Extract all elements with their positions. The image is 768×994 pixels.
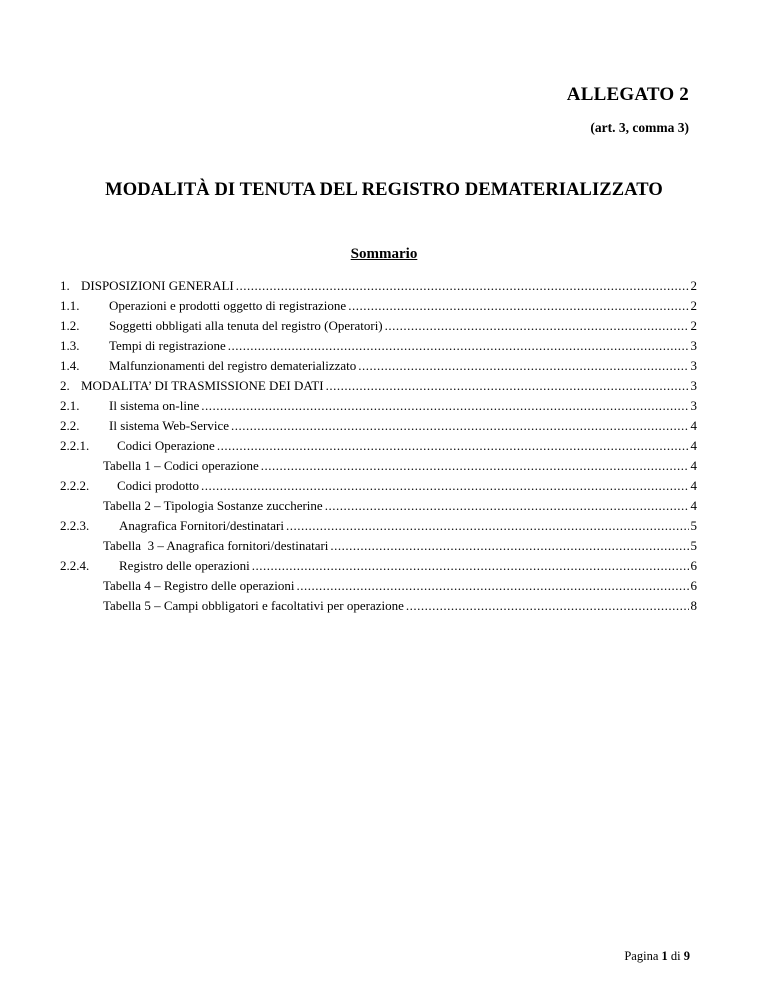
toc-entry-title: Codici prodotto — [117, 478, 199, 493]
annex-reference: (art. 3, comma 3) — [590, 120, 689, 135]
toc-leader-dots — [406, 598, 689, 614]
toc-leader-dots — [228, 338, 689, 354]
toc-entry-number: 2.2.1. — [60, 438, 90, 453]
toc-entry-title: Il sistema Web-Service — [109, 418, 230, 433]
toc-entry-title: Il sistema on-line — [109, 398, 200, 413]
toc-entry-page: 2 — [690, 298, 697, 313]
toc-entry-page: 4 — [690, 438, 697, 453]
toc-entry-page: 5 — [690, 518, 697, 533]
toc-entry-title: Malfunzionamenti del registro dematerializzato — [109, 358, 357, 373]
toc-entry-number: 2.2. — [60, 418, 80, 433]
toc-entry-title: DISPOSIZIONI GENERALI — [81, 278, 234, 293]
toc-leader-dots — [385, 318, 689, 334]
toc-leader-dots — [348, 298, 688, 314]
page-footer — [624, 949, 690, 964]
toc-entry-1-2[interactable] — [60, 318, 697, 336]
toc-leader-dots — [358, 358, 688, 374]
toc-entry-number: 2. — [60, 378, 70, 393]
toc-entry-page: 6 — [690, 578, 697, 593]
toc-entry-1-4[interactable] — [60, 358, 697, 376]
toc-entry-number: 2.2.3. — [60, 518, 90, 533]
toc-entry-title: Tempi di registrazione — [109, 338, 226, 353]
toc-entry-2-2[interactable] — [60, 418, 697, 436]
toc-entry-page: 6 — [690, 558, 697, 573]
toc-entry-2-2-1[interactable] — [60, 438, 697, 456]
page-separator: di — [670, 949, 681, 963]
toc-leader-dots — [261, 458, 689, 474]
toc-entry-2-2-4[interactable] — [60, 558, 697, 576]
toc-entry-1-3[interactable] — [60, 338, 697, 356]
toc-leader-dots — [325, 498, 689, 514]
toc-leader-dots — [236, 278, 689, 294]
toc-entry-number: 1.3. — [60, 338, 80, 353]
toc-entry-page: 3 — [690, 398, 697, 413]
current-page-number: 1 — [661, 949, 668, 963]
total-page-number: 9 — [683, 949, 690, 963]
toc-entry-table-5[interactable] — [60, 598, 697, 616]
toc-entry-number: 1. — [60, 278, 70, 293]
toc-entry-number: 2.2.4. — [60, 558, 90, 573]
toc-leader-dots — [330, 538, 688, 554]
toc-leader-dots — [326, 378, 689, 394]
toc-entry-title: MODALITA’ DI TRASMISSIONE DEI DATI — [81, 378, 324, 393]
toc-entry-title: Registro delle operazioni — [119, 558, 250, 573]
toc-entry-title: Soggetti obbligati alla tenuta del registro (Operatori) — [109, 318, 383, 333]
toc-entry-title: Anagrafica Fornitori/destinatari — [119, 518, 284, 533]
annex-title: ALLEGATO 2 — [566, 84, 689, 105]
toc-entry-table-4[interactable] — [60, 578, 697, 596]
toc-entry-title: Tabella 4 – Registro delle operazioni — [103, 578, 295, 593]
toc-entry-2-2-2[interactable] — [60, 478, 697, 496]
toc-entry-page: 3 — [690, 338, 697, 353]
toc-entry-page: 4 — [690, 418, 697, 433]
toc-entry-page: 4 — [690, 478, 697, 493]
toc-leader-dots — [201, 478, 689, 494]
toc-heading: Sommario — [350, 246, 418, 262]
toc-entry-1-1[interactable] — [60, 298, 697, 316]
toc-entry-2-2-3[interactable] — [60, 518, 697, 536]
toc-entry-number: 1.4. — [60, 358, 80, 373]
toc-entry-page: 3 — [690, 358, 697, 373]
toc-entry-title: Operazioni e prodotti oggetto di registrazione — [109, 298, 347, 313]
toc-entry-page: 4 — [690, 498, 697, 513]
toc-entry-table-3[interactable] — [60, 538, 697, 556]
page-label: Pagina — [624, 949, 659, 963]
toc-entry-2[interactable] — [60, 378, 697, 396]
toc-leader-dots — [286, 518, 689, 534]
toc-entry-page: 5 — [690, 538, 697, 553]
toc-entry-page: 8 — [690, 598, 697, 613]
toc-entry-number: 1.2. — [60, 318, 80, 333]
toc-entry-title: Tabella 2 – Tipologia Sostanze zuccherine — [103, 498, 323, 513]
toc-entry-title: Tabella 3 – Anagrafica fornitori/destinatari — [103, 538, 329, 553]
toc-leader-dots — [231, 418, 688, 434]
toc-entry-1[interactable] — [60, 278, 697, 296]
document-title: MODALITÀ DI TENUTA DEL REGISTRO DEMATERIALIZZATO — [105, 180, 663, 200]
toc-entry-table-1[interactable] — [60, 458, 697, 476]
toc-leader-dots — [217, 438, 689, 454]
toc-entry-title: Tabella 5 – Campi obbligatori e facoltativi per operazione — [103, 598, 404, 613]
toc-entry-number: 1.1. — [60, 298, 80, 313]
toc-entry-title: Tabella 1 – Codici operazione — [103, 458, 259, 473]
toc-leader-dots — [297, 578, 689, 594]
toc-leader-dots — [252, 558, 689, 574]
toc-entry-page: 2 — [690, 278, 697, 293]
toc-entry-title: Codici Operazione — [117, 438, 215, 453]
toc-entry-2-1[interactable] — [60, 398, 697, 416]
toc-entry-page: 2 — [690, 318, 697, 333]
toc-entry-page: 3 — [690, 378, 697, 393]
toc-entry-page: 4 — [690, 458, 697, 473]
toc-entry-number: 2.2.2. — [60, 478, 90, 493]
toc-leader-dots — [201, 398, 688, 414]
toc-entry-number: 2.1. — [60, 398, 80, 413]
toc-entry-table-2[interactable] — [60, 498, 697, 516]
